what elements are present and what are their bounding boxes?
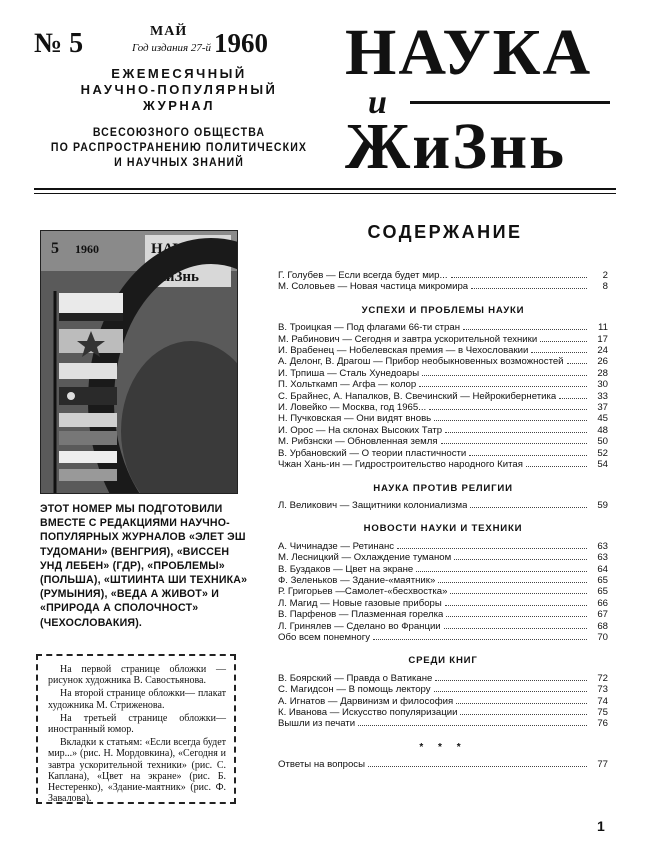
toc-entry-page: 70 (597, 631, 608, 643)
subtitle-line: ЕЖЕМЕСЯЧНЫЙ (111, 66, 247, 81)
toc-entry-title: М. Рибзнски — Обновленная земля (278, 436, 438, 448)
toc-entry[interactable] (278, 609, 608, 620)
header-divider-thin (34, 193, 616, 194)
subtitle-line: НАУЧНО-ПОПУЛЯРНЫЙ (80, 82, 278, 97)
leader-dots (434, 420, 587, 421)
toc-section-title: НОВОСТИ НАУКИ И ТЕХНИКИ (363, 523, 523, 535)
cover-logo-top: НАУКА (151, 241, 205, 257)
toc-entry[interactable] (278, 718, 608, 729)
toc-entry[interactable] (278, 281, 608, 292)
contents-heading: СОДЕРЖАНИЕ (367, 222, 523, 242)
toc-entry[interactable] (278, 632, 608, 643)
toc-entry[interactable] (278, 391, 608, 402)
cover-note: На второй странице обложки— плакат художника М. Стриженова. (48, 688, 226, 711)
publisher-society (46, 126, 313, 171)
leader-dots (435, 680, 587, 681)
leader-dots (368, 766, 587, 767)
toc-entry[interactable] (278, 356, 608, 367)
leader-dots (422, 375, 587, 376)
leader-dots (434, 691, 587, 692)
leader-dots (429, 409, 587, 410)
toc-entry-title: М. Лесницкий — Охлаждение туманом (278, 552, 452, 564)
toc-entry-page: 50 (597, 436, 608, 448)
leader-dots (454, 559, 587, 560)
toc-entry-page: 59 (597, 499, 608, 511)
issue-month: МАЙ (150, 24, 188, 39)
toc-entry-title: И. Трпиша — Сталь Хунедоары (278, 367, 420, 379)
section-separator-stars: * * * (419, 741, 467, 753)
toc-entry-title: П. Хольткамп — Агфа — колор (278, 379, 417, 391)
leader-dots (450, 593, 587, 594)
toc-entry[interactable] (278, 459, 608, 470)
cover-note: На первой странице обложки — рисунок художника В. Савостьянова. (48, 664, 226, 687)
cover-logo-mid: и (151, 256, 156, 266)
toc-entry-page: 48 (597, 424, 608, 436)
toc-entry-page: 73 (597, 684, 608, 696)
toc-entry-title: Вышли из печати (278, 718, 356, 730)
toc-entry-title: В. Урбановский — О теории пластичности (278, 447, 467, 459)
leader-dots (419, 386, 587, 387)
cover-notes-box (36, 654, 236, 804)
leader-dots (445, 605, 587, 606)
toc-entry-page: 76 (597, 718, 608, 730)
toc-entry-title: А. Делонг, В. Драгош — Прибор необыкновенных возможностей (278, 356, 564, 368)
toc-entry[interactable] (278, 541, 608, 552)
toc-entry-title: А. Игнатов — Дарвинизм и философия (278, 695, 454, 707)
toc-entry-title: Ответы на вопросы (278, 759, 365, 771)
toc-entry-page: 37 (597, 402, 608, 414)
toc-entry-title: М. Рабинович — Сегодня и завтра ускорительной техники (278, 333, 538, 345)
toc-entry-page: 77 (597, 759, 608, 771)
toc-section-title: УСПЕХИ И ПРОБЛЕМЫ НАУКИ (361, 304, 525, 316)
toc-entry-page: 2 (602, 270, 608, 281)
toc-entry-title: И. Орос — На склонах Высоких Татр (278, 424, 443, 436)
toc-entry[interactable] (278, 436, 608, 447)
toc-entry[interactable] (278, 334, 608, 345)
leader-dots (460, 714, 587, 715)
leader-dots (540, 341, 587, 342)
leader-dots (441, 443, 587, 444)
toc-entry-page: 8 (602, 281, 608, 293)
toc-entry-title: Л. Магид — Новые газовые приборы (278, 597, 442, 609)
leader-dots (416, 571, 587, 572)
society-line: ВСЕСОЮЗНОГО ОБЩЕСТВА (92, 127, 266, 139)
toc-entry-page: 33 (597, 390, 608, 402)
leader-dots (451, 277, 588, 278)
cover-issue-number: 5 (51, 240, 59, 257)
subtitle-line: ЖУРНАЛ (143, 98, 215, 113)
toc-entry[interactable] (278, 402, 608, 413)
toc-entry-page: 72 (597, 672, 608, 684)
leader-dots (358, 725, 587, 726)
leader-dots (373, 639, 587, 640)
toc-entry-page: 28 (597, 367, 608, 379)
cover-logo-bottom: ЖиЗнь (151, 269, 199, 285)
leader-dots (438, 582, 587, 583)
leader-dots (567, 363, 587, 364)
toc-entry[interactable] (278, 379, 608, 390)
toc-entry[interactable] (278, 707, 608, 718)
toc-entry-page: 24 (597, 345, 608, 357)
toc-entry-title: С. Магидсон — В помощь лектору (278, 684, 431, 696)
toc-entry[interactable] (278, 621, 608, 632)
toc-entry[interactable] (278, 586, 608, 597)
toc-entry-title: Г. Голубев — Если всегда будет мир... (278, 270, 448, 281)
toc-entry-title: Л. Великович — Защитники колониализма (278, 499, 468, 511)
toc-entry-page: 67 (597, 609, 608, 621)
leader-dots (469, 455, 587, 456)
table-of-contents (278, 270, 608, 771)
toc-entry[interactable] (278, 322, 608, 333)
toc-entry[interactable] (278, 552, 608, 563)
toc-entry-title: К. Иванова — Искусство популяризации (278, 707, 458, 718)
toc-entry-page: 64 (597, 563, 608, 575)
toc-entry-page: 54 (597, 459, 608, 471)
page-number: 1 (597, 818, 605, 834)
toc-entry-page: 65 (597, 586, 608, 598)
leader-dots (471, 288, 587, 289)
toc-entry-title: В. Боярский — Правда о Ватикане (278, 672, 433, 684)
leader-dots (470, 507, 587, 508)
leader-dots (445, 432, 587, 433)
logo-word-zhizn: ЖиЗнь (345, 110, 567, 183)
toc-entry-title: В. Троицкая — Под флагами 66-ти стран (278, 322, 461, 334)
toc-entry-page: 75 (597, 707, 608, 718)
toc-entry[interactable] (278, 413, 608, 424)
toc-entry-page: 63 (597, 552, 608, 564)
toc-entry-title: С. Брайнес, А. Напалков, В. Свечинский — Нейрокибернетика (278, 390, 557, 402)
toc-entry-title: А. Чичинадзе — Ретинанс (278, 540, 395, 552)
toc-entry-page: 30 (597, 379, 608, 391)
toc-entry[interactable] (278, 425, 608, 436)
toc-entry-title: В. Буздаков — Цвет на экране (278, 563, 414, 575)
editorial-credits: ЭТОТ НОМЕР МЫ ПОДГОТОВИЛИ ВМЕСТЕ С РЕДАКЦИЯМИ НАУЧНО-ПОПУЛЯРНЫХ ЖУРНАЛОВ «ЭЛЕТ ЭШ ТУДОМАНИ» (ВЕНГРИЯ), «ВИССЕН УНД ЛЕБЕН» (ГДР), «ПРОБЛЕМЫ» (ПОЛЬША), «ШТИИНТА ШИ ТЕХНИКА» (РУМЫНИЯ), «ВЕДА А ЖИВОТ» И «ПРИРОДА А СПОЛОЧНОСТ» (ЧЕХОСЛОВАКИЯ). (40, 503, 248, 629)
toc-entry-page: 11 (598, 322, 608, 334)
toc-entry-page: 63 (597, 540, 608, 552)
toc-entry-title: И. Ловейко — Москва, год 1965... (278, 402, 427, 414)
logo-word-nauka: НАУКА (345, 16, 593, 89)
toc-entry-page: 52 (597, 447, 608, 459)
toc-entry-page: 26 (597, 356, 608, 368)
toc-entry-page: 45 (597, 413, 608, 425)
toc-entry[interactable] (278, 345, 608, 356)
toc-entry-page: 68 (597, 620, 608, 632)
toc-entry-page: 66 (597, 597, 608, 609)
toc-entry-title: В. Парфенов — Плазменная горелка (278, 609, 444, 621)
toc-entry[interactable] (278, 500, 608, 511)
cover-note: Вкладки к статьям: «Если всегда будет мир...» (рис. Н. Мордовкина), «Сегодня и завтра ускорительной техники» (рис. С. Каплана), «Цвет на экране» (рис. Б. Нестеренко), «Здание-маятник» (рис. Ф. Завалова). (48, 737, 226, 805)
leader-dots (559, 398, 587, 399)
toc-section-title: СРЕДИ КНИГ (408, 655, 478, 667)
magazine-type (34, 66, 324, 114)
society-line: И НАУЧНЫХ ЗНАНИЙ (114, 157, 244, 169)
toc-entry-title: Чжан Хань-ин — Гидростроительство народного Китая (278, 459, 523, 471)
leader-dots (526, 466, 587, 467)
toc-entry-title: Н. Пучковская — Они видят вновь (278, 413, 432, 425)
toc-entry[interactable] (278, 270, 608, 281)
toc-entry-title: М. Соловьев — Новая частица микромира (278, 281, 469, 293)
society-line: ПО РАСПРОСТРАНЕНИЮ ПОЛИТИЧЕСКИХ (50, 142, 308, 154)
cover-illustration (41, 231, 237, 493)
cover-note: На третьей странице обложки— иностранный юмор. (48, 712, 226, 736)
header-divider (34, 188, 616, 190)
toc-entry[interactable] (278, 564, 608, 575)
leader-dots (444, 628, 587, 629)
cover-year: 1960 (75, 242, 99, 256)
cover-image (40, 230, 238, 494)
logo-word-i: и (368, 84, 387, 121)
leader-dots (531, 352, 587, 353)
toc-entry[interactable] (278, 696, 608, 707)
toc-entry[interactable] (278, 684, 608, 695)
toc-entry-title: И. Врабенец — Нобелевская премия — в Чехословакии (278, 345, 529, 357)
toc-entry-page: 17 (597, 333, 608, 345)
toc-entry[interactable] (278, 598, 608, 609)
issue-year: 1960 (214, 28, 268, 58)
leader-dots (446, 616, 587, 617)
toc-entry-title: Р. Григорьев —Самолет-«бесхвостка» (278, 586, 448, 598)
toc-entry-title: Ф. Зеленьков — Здание-«маятник» (278, 574, 436, 586)
toc-entry-title: Обо всем понемногу (278, 631, 371, 643)
toc-section-title: НАУКА ПРОТИВ РЕЛИГИИ (373, 482, 513, 494)
toc-entry[interactable] (278, 759, 608, 770)
toc-entry[interactable] (278, 575, 608, 586)
leader-dots (463, 329, 587, 330)
toc-entry-page: 74 (597, 695, 608, 707)
leader-dots (397, 548, 587, 549)
toc-entry[interactable] (278, 673, 608, 684)
issue-number: № 5 (34, 28, 84, 59)
toc-entry-page: 65 (597, 574, 608, 586)
logo-rule (410, 101, 610, 104)
toc-entry[interactable] (278, 448, 608, 459)
toc-entry[interactable] (278, 368, 608, 379)
volume-year: Год издания 27-й (132, 42, 212, 54)
leader-dots (456, 703, 587, 704)
toc-entry-title: Л. Гринялев — Сделано во Франции (278, 620, 441, 632)
